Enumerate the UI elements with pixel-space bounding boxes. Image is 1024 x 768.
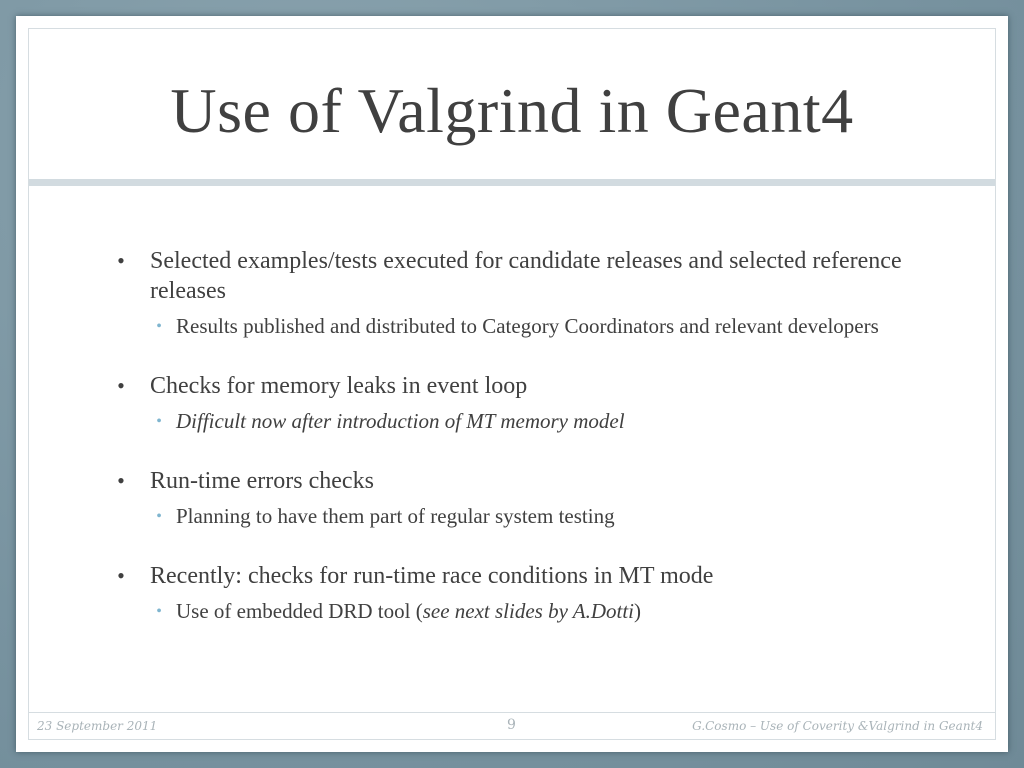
bullet-icon: •	[117, 373, 125, 398]
sub-bullet-text: Planning to have them part of regular system testing	[176, 504, 615, 528]
slide-footer	[29, 712, 995, 739]
sub-bullet-item	[111, 597, 911, 626]
sub-bullet-item	[111, 312, 911, 341]
bullet-text: Recently: checks for run-time race conditions in MT mode	[150, 563, 714, 589]
sub-bullet-text-suffix: )	[634, 599, 642, 623]
bullet-item	[111, 246, 911, 306]
sub-bullet-text-prefix: Use of embedded DRD tool (	[176, 599, 423, 623]
sub-bullet-text-italic: see next slides by A.Dotti	[422, 599, 635, 623]
bullet-list	[111, 246, 911, 656]
sub-bullet-text: Results published and distributed to Category Coordinators and relevant developers	[176, 314, 879, 338]
bullet-item	[111, 371, 911, 401]
sub-bullet-icon: •	[156, 318, 162, 335]
bullet-icon: •	[117, 468, 125, 493]
title-divider	[29, 179, 995, 186]
bullet-item	[111, 561, 911, 591]
footer-date: 23 September 2011	[37, 719, 158, 733]
bullet-icon: •	[117, 563, 125, 588]
sub-bullet-item	[111, 502, 911, 531]
bullet-text: Selected examples/tests executed for candidate releases and selected reference releases	[150, 248, 902, 304]
sub-bullet-icon: •	[156, 508, 162, 525]
sub-bullet-icon: •	[156, 603, 162, 620]
bullet-item	[111, 466, 911, 496]
footer-author-title: G.Cosmo – Use of Coverity &Valgrind in Geant4	[692, 719, 983, 733]
slide-title: Use of Valgrind in Geant4	[170, 75, 854, 146]
sub-bullet-icon: •	[156, 413, 162, 430]
bullet-text: Run-time errors checks	[150, 468, 374, 494]
page-number: 9	[507, 717, 516, 733]
sub-bullet-item	[111, 407, 911, 436]
slide	[16, 16, 1008, 752]
bullet-text: Checks for memory leaks in event loop	[150, 373, 528, 399]
sub-bullet-text: Difficult now after introduction of MT memory model	[176, 409, 625, 433]
bullet-icon: •	[117, 248, 125, 273]
